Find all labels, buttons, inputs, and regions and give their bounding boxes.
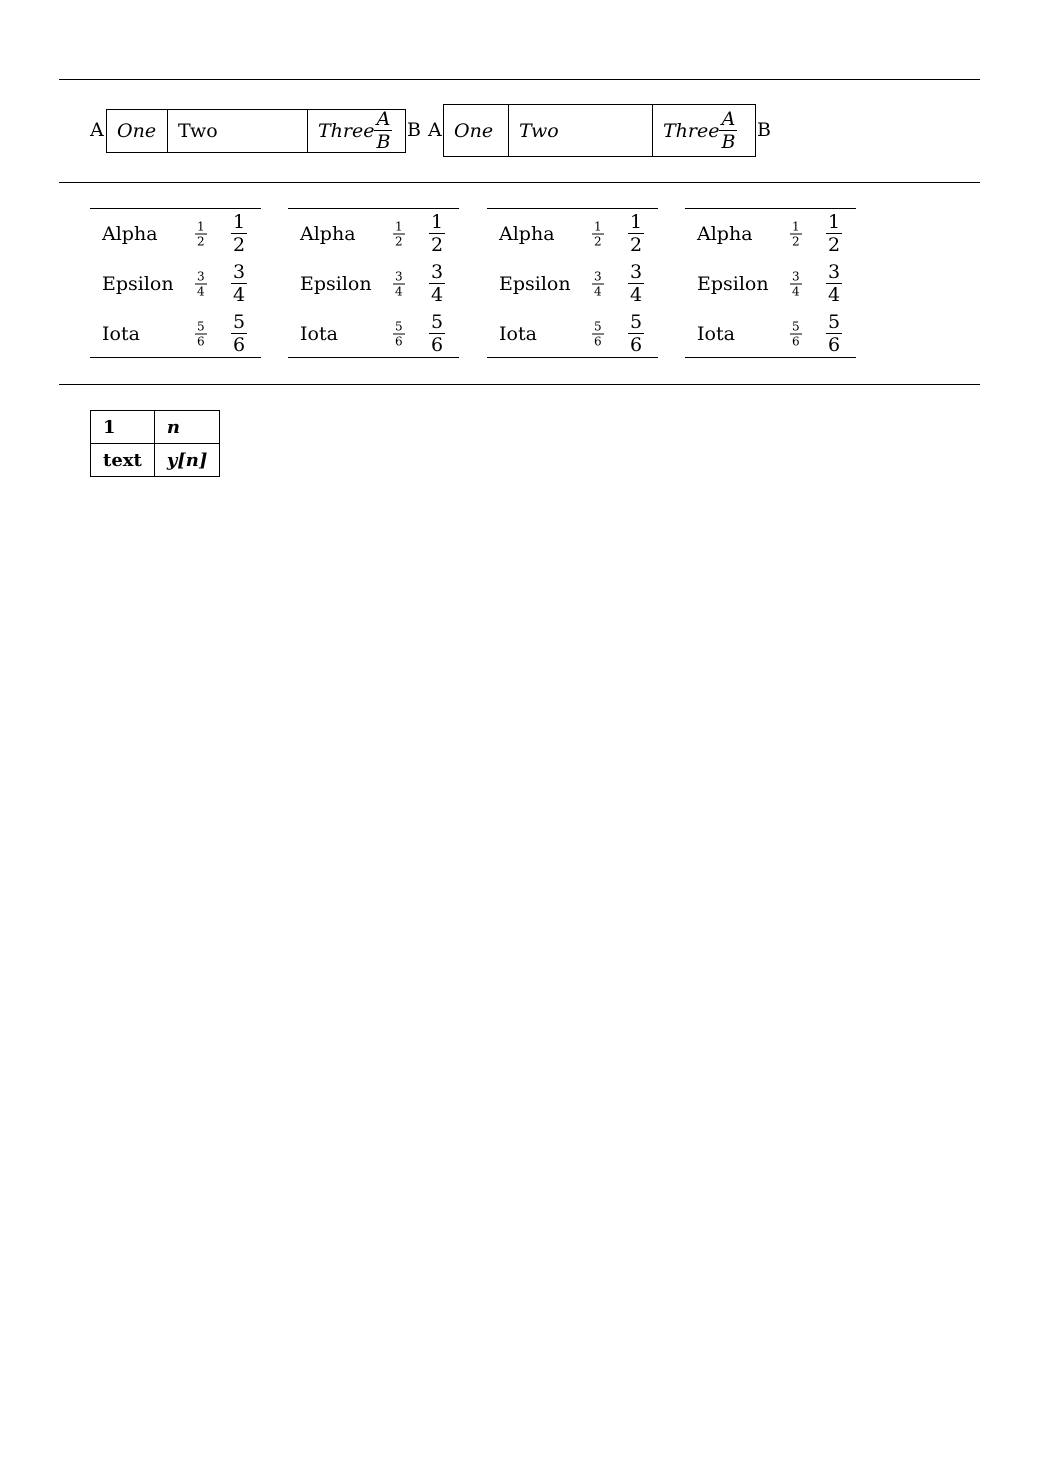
small-fraction: $\frac{3}{4}$ [594, 269, 602, 299]
rule-table-1 [90, 208, 261, 358]
table-row [90, 209, 261, 259]
table2-cell-one: One [454, 119, 494, 142]
row-label: Alpha [499, 223, 555, 245]
large-fraction: $\frac{1}{2}$ [431, 211, 444, 256]
small-fraction: $\frac{5}{6}$ [395, 319, 403, 349]
large-fraction: $\frac{5}{6}$ [233, 311, 246, 356]
table-row [288, 209, 459, 259]
table-row [487, 309, 658, 359]
large-fraction: $\frac{5}{6}$ [630, 311, 643, 356]
table-row [487, 209, 658, 259]
table-row [288, 259, 459, 309]
large-fraction: $\frac{3}{4}$ [431, 261, 444, 306]
table-row [487, 259, 658, 309]
small-fraction: $\frac{1}{2}$ [792, 219, 800, 249]
table-row [90, 309, 261, 359]
large-fraction: $\frac{1}{2}$ [233, 211, 246, 256]
row-label: Epsilon [499, 273, 571, 295]
row-label: Iota [102, 323, 140, 345]
table-cell: text [91, 444, 155, 477]
row-label: Iota [499, 323, 537, 345]
small-fraction: $\frac{3}{4}$ [197, 269, 205, 299]
small-fraction: $\frac{5}{6}$ [197, 319, 205, 349]
small-fraction: $\frac{3}{4}$ [792, 269, 800, 299]
table1-cell-one: One [117, 120, 157, 142]
table2-fraction: $\frac{A}{B}$ [721, 107, 736, 153]
table-row [91, 444, 220, 477]
horizontal-rule-3 [59, 384, 980, 385]
row-label: Epsilon [102, 273, 174, 295]
table1-cell-two: Two [167, 110, 307, 152]
table-row [685, 309, 856, 359]
table-cell: y[n] [154, 444, 220, 477]
small-fraction: $\frac{1}{2}$ [395, 219, 403, 249]
table-cell: 1 [91, 411, 155, 444]
small-fraction: $\frac{5}{6}$ [594, 319, 602, 349]
large-fraction: $\frac{5}{6}$ [431, 311, 444, 356]
row-label: Iota [300, 323, 338, 345]
small-fraction: $\frac{3}{4}$ [395, 269, 403, 299]
horizontal-rule-2 [59, 182, 980, 183]
large-fraction: $\frac{1}{2}$ [828, 211, 841, 256]
table-cell: n [154, 411, 220, 444]
small-fraction: $\frac{1}{2}$ [197, 219, 205, 249]
row-label: Alpha [300, 223, 356, 245]
table2-cell-two: Two [508, 105, 652, 156]
table2-left-label: A [428, 119, 442, 141]
table2-cell-three: Three $\frac{A}{B}$ [652, 105, 755, 156]
boxed-table-1 [106, 109, 406, 153]
row-label: Epsilon [300, 273, 372, 295]
row-label: Iota [697, 323, 735, 345]
large-fraction: $\frac{1}{2}$ [630, 211, 643, 256]
table-row [685, 259, 856, 309]
row-label: Alpha [102, 223, 158, 245]
table-row [288, 309, 459, 359]
table-row [685, 209, 856, 259]
small-fraction: $\frac{5}{6}$ [792, 319, 800, 349]
horizontal-rule-1 [59, 79, 980, 80]
table1-cell-three: Three $\frac{A}{B}$ [307, 110, 405, 152]
large-fraction: $\frac{5}{6}$ [828, 311, 841, 356]
rule-table-2 [288, 208, 459, 358]
small-fraction: $\frac{1}{2}$ [594, 219, 602, 249]
table1-left-label: A [90, 119, 104, 141]
table-row [90, 259, 261, 309]
large-fraction: $\frac{3}{4}$ [233, 261, 246, 306]
row-label: Epsilon [697, 273, 769, 295]
boxed-table-2 [443, 104, 756, 157]
large-fraction: $\frac{3}{4}$ [828, 261, 841, 306]
rule-table-3 [487, 208, 658, 358]
table1-fraction: $\frac{A}{B}$ [376, 108, 391, 153]
bold-grid-table [90, 410, 220, 477]
rule-table-4 [685, 208, 856, 358]
large-fraction: $\frac{3}{4}$ [630, 261, 643, 306]
table1-right-label: B [407, 119, 421, 141]
table2-right-label: B [757, 119, 771, 141]
row-label: Alpha [697, 223, 753, 245]
table-row [91, 411, 220, 444]
